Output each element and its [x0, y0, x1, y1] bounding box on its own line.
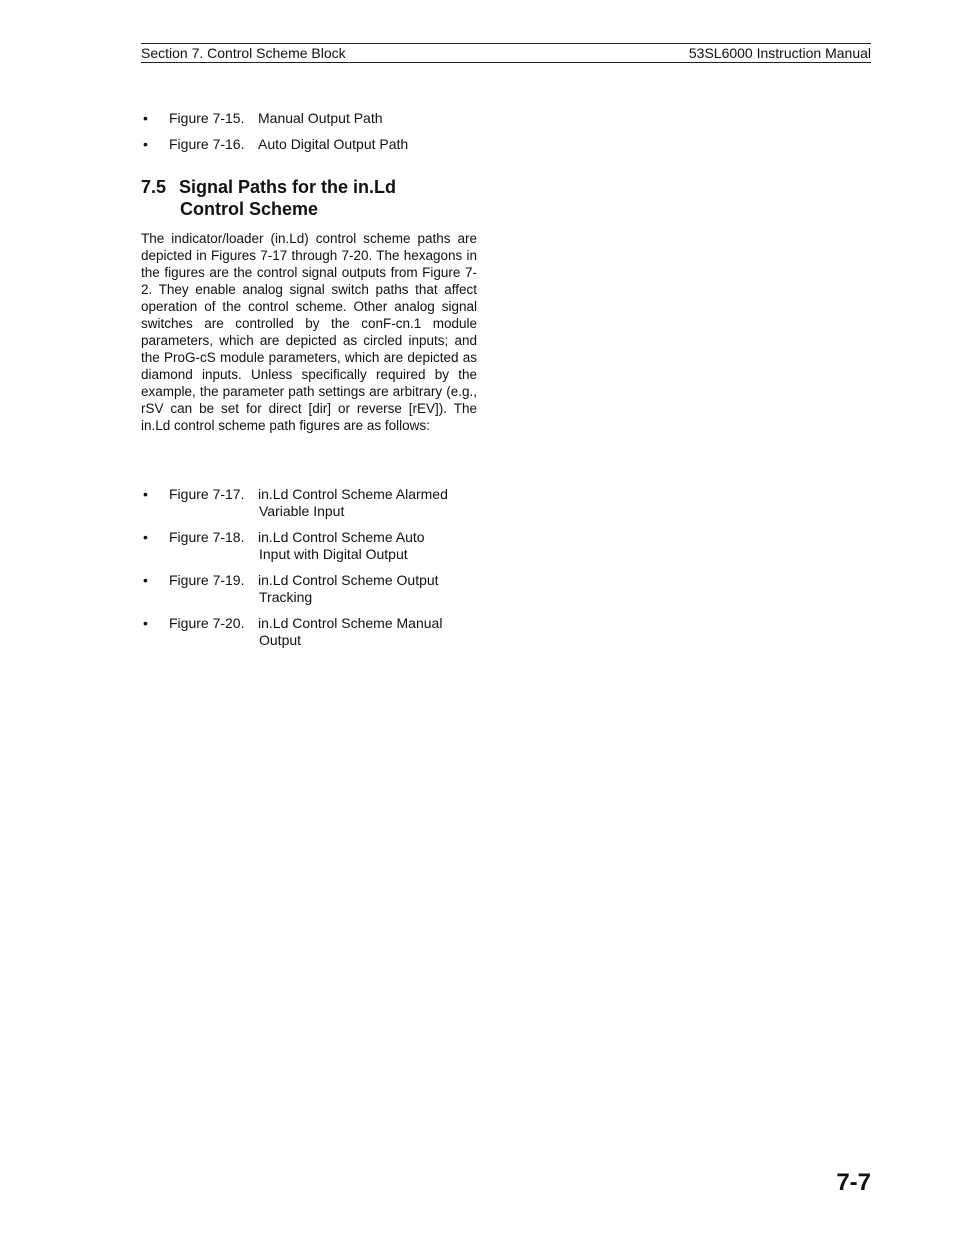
- figure-number: Figure 7-15.: [169, 110, 245, 126]
- list-item: [141, 529, 481, 563]
- bullet-icon: •: [143, 529, 148, 545]
- list-item: [141, 572, 481, 606]
- bullet-icon: •: [143, 486, 148, 502]
- list-item: [141, 136, 481, 153]
- figure-caption-continued: Tracking: [259, 589, 313, 605]
- bullet-icon: •: [143, 136, 148, 152]
- figure-caption: in.Ld Control Scheme Alarmed: [258, 486, 448, 502]
- figure-list-bottom: [141, 486, 481, 658]
- list-item: [141, 110, 481, 127]
- figure-number: Figure 7-20.: [169, 615, 245, 631]
- section-title-line1: Signal Paths for the in.Ld: [179, 177, 397, 197]
- bullet-icon: •: [143, 615, 148, 631]
- figure-number: Figure 7-17.: [169, 486, 245, 502]
- page-header: [141, 43, 871, 63]
- bullet-icon: •: [143, 110, 148, 126]
- section-number: 7.5: [141, 177, 167, 197]
- header-manual-title: 53SL6000 Instruction Manual: [688, 45, 871, 61]
- figure-caption: in.Ld Control Scheme Auto: [258, 529, 425, 545]
- figure-number: Figure 7-18.: [169, 529, 245, 545]
- figure-caption-continued: Input with Digital Output: [259, 546, 408, 562]
- figure-number: Figure 7-19.: [169, 572, 245, 588]
- list-item: [141, 486, 481, 520]
- section-title-line2: Control Scheme: [180, 199, 319, 219]
- figure-caption-continued: Variable Input: [259, 503, 345, 519]
- section-heading: [141, 176, 481, 220]
- figure-caption: Auto Digital Output Path: [258, 136, 409, 152]
- figure-number: Figure 7-16.: [169, 136, 245, 152]
- figure-caption-continued: Output: [259, 632, 302, 648]
- figure-caption: in.Ld Control Scheme Output: [258, 572, 439, 588]
- list-item: [141, 615, 481, 649]
- bullet-icon: •: [143, 572, 148, 588]
- body-paragraph: The indicator/loader (in.Ld) control scheme paths are depicted in Figures 7-17 through 7-20. The hexagons in the figures are the control signal outputs from Figure 7-2. They enable analog signal switch paths that affect operation of the control scheme. Other analog signal switches are controlled by the conF-cn.1 module parameters, which are depicted as circled inputs; and the ProG-cS module parameters, which are depicted as diamond inputs. Unless specifically required by the example, the parameter path settings are arbitrary (e.g., rSV can be set for direct [dir] or reverse [rEV]). The in.Ld control scheme path figures are as follows:: [141, 231, 477, 433]
- figure-list-top: [141, 110, 481, 162]
- figure-caption: in.Ld Control Scheme Manual: [258, 615, 443, 631]
- page-number: 7-7: [836, 1169, 871, 1196]
- header-section-title: Section 7. Control Scheme Block: [141, 45, 346, 61]
- figure-caption: Manual Output Path: [258, 110, 383, 126]
